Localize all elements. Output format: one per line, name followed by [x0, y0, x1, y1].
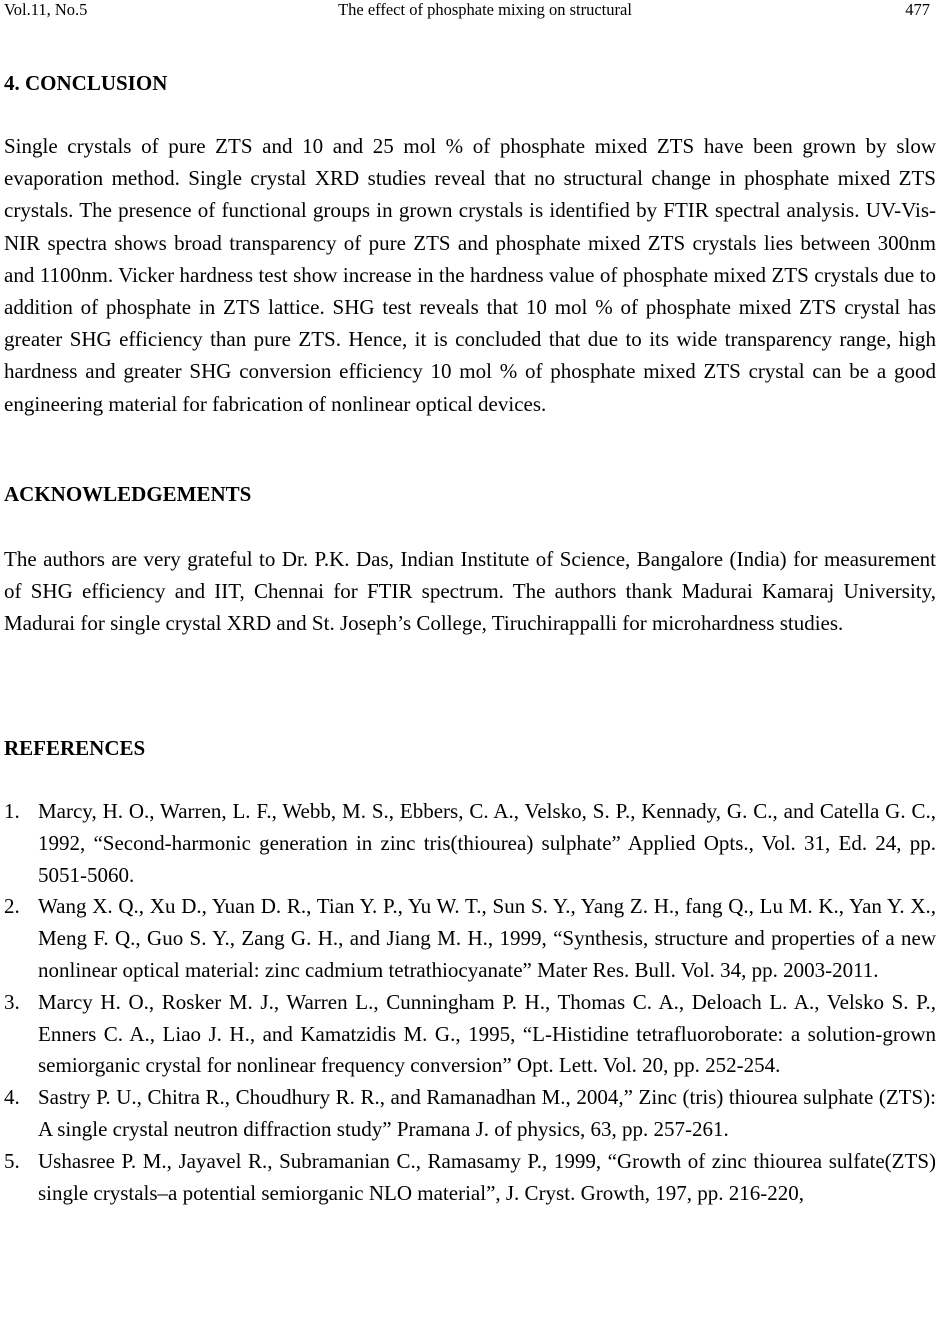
reference-text: Wang X. Q., Xu D., Yuan D. R., Tian Y. P., Yu W. T., Sun S. Y., Yang Z. H., fang Q., Lu M. K., Yan Y. X., Meng F. Q., Guo S. Y., Zang G. H., and Jiang M. H., 1999, “Synthesis, structure and properties of a new nonlinear optical material: zinc cadmium tetrathiocyanate” Mater Res. Bull. Vol. 34, pp. 2003-2011. — [38, 894, 936, 982]
reference-item — [4, 1082, 936, 1146]
reference-number: 5. — [4, 1148, 20, 1173]
reference-item — [4, 1146, 936, 1210]
reference-number: 3. — [4, 989, 20, 1014]
reference-text: Marcy H. O., Rosker M. J., Warren L., Cunningham P. H., Thomas C. A., Deloach L. A., Velsko S. P., Enners C. A., Liao J. H., and Kamatzidis M. G., 1995, “L-Histidine tetrafluoroborate: a solution-grown semiorganic crystal for nonlinear frequency conversion” Opt. Lett. Vol. 20, pp. 252-254. — [38, 989, 936, 1078]
conclusion-paragraph: Single crystals of pure ZTS and 10 and 25 mol % of phosphate mixed ZTS have been grown by slow evaporation method. Single crystal XRD studies reveal that no structural change in phosphate mixed ZTS crystals. The presence of functional groups in grown crystals is identified by FTIR spectral analysis. UV-Vis-NIR spectra shows broad transparency of pure ZTS and phosphate mixed ZTS crystals lies between 300nm and 1100nm. Vicker hardness test show increase in the hardness value of phosphate mixed ZTS crystals due to addition of phosphate in ZTS lattice. SHG test reveals that 10 mol % of phosphate mixed ZTS crystal has greater SHG efficiency than pure ZTS. Hence, it is concluded that due to its wide transparency range, high hardness and greater SHG conversion efficiency 10 mol % of phosphate mixed ZTS crystal can be a good engineering material for fabrication of nonlinear optical devices. — [4, 134, 936, 416]
references-list — [4, 796, 936, 1209]
reference-text: Marcy, H. O., Warren, L. F., Webb, M. S., Ebbers, C. A., Velsko, S. P., Kennady, G. C., and Catella G. C., 1992, “Second-harmonic generation in zinc tris(thiourea) sulphate” Applied Opts., Vol. 31, Ed. 24, pp. 5051-5060. — [38, 799, 936, 887]
reference-number: 4. — [4, 1085, 20, 1110]
conclusion-heading: 4. CONCLUSION — [4, 71, 168, 95]
running-header — [4, 0, 936, 22]
running-title: The effect of phosphate mixing on structural — [338, 0, 632, 19]
paper-page — [4, 0, 936, 1205]
journal-volume: Vol.11, No.5 — [4, 0, 88, 19]
reference-item — [4, 796, 936, 891]
reference-text: Sastry P. U., Chitra R., Choudhury R. R., and Ramanadhan M., 2004,” Zinc (tris) thiourea sulphate (ZTS): A single crystal neutron diffraction study” Pramana J. of physics, 63, pp. 257-261. — [38, 1085, 936, 1141]
acknowledgements-heading: ACKNOWLEDGEMENTS — [4, 482, 252, 506]
references-heading: REFERENCES — [4, 736, 146, 760]
page-number: 477 — [905, 0, 930, 19]
reference-item — [4, 987, 936, 1082]
reference-number: 2. — [4, 894, 20, 919]
reference-number: 1. — [4, 799, 20, 823]
acknowledgements-paragraph: The authors are very grateful to Dr. P.K. Das, Indian Institute of Science, Bangalore (India) for measurement of SHG efficiency and IIT, Chennai for FTIR spectrum. The authors thank Madurai Kamaraj University, Madurai for single crystal XRD and St. Joseph’s College, Tiruchirappalli for microhardness studies. — [4, 547, 936, 636]
reference-text: Ushasree P. M., Jayavel R., Subramanian C., Ramasamy P., 1999, “Growth of zinc thiourea sulfate(ZTS) single crystals–a potential semiorganic NLO material”, J. Cryst. Growth, 197, pp. 216-220, — [38, 1148, 936, 1205]
reference-item — [4, 891, 936, 986]
